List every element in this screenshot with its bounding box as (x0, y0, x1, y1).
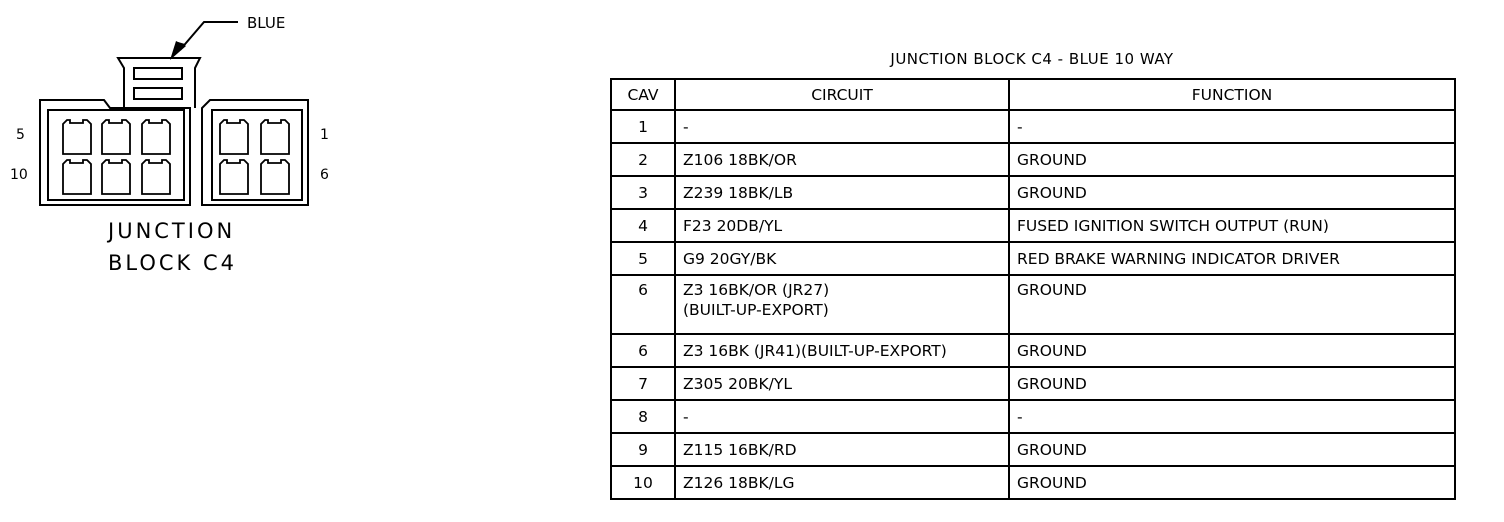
header-function: FUNCTION (1009, 79, 1455, 110)
connector-cavities (63, 120, 289, 194)
circuit-cell-line1: Z3 16BK/OR (JR27) (683, 281, 830, 299)
pin-label-1: 1 (320, 127, 329, 143)
table-header-row (611, 79, 1455, 110)
circuit-cell: Z115 16BK/RD (675, 433, 1009, 466)
circuit-cell: Z126 18BK/LG (675, 466, 1009, 499)
table-row (611, 433, 1455, 466)
function-cell: GROUND (1009, 367, 1455, 400)
function-cell: - (1009, 110, 1455, 143)
cav-cell: 10 (611, 466, 675, 499)
connector-latch (118, 58, 200, 108)
function-cell: GROUND (1009, 466, 1455, 499)
function-cell: - (1009, 400, 1455, 433)
table-row (611, 275, 1455, 334)
circuit-cell: Z106 18BK/OR (675, 143, 1009, 176)
cav-cell: 8 (611, 400, 675, 433)
cavity (261, 120, 289, 154)
circuit-cell-line2: (BUILT-UP-EXPORT) (683, 301, 829, 319)
connector-face-diagram (0, 0, 360, 300)
pinout-table (610, 78, 1456, 500)
pin-label-5: 5 (16, 127, 25, 143)
circuit-cell (675, 275, 1009, 334)
circuit-cell: Z239 18BK/LB (675, 176, 1009, 209)
function-cell: GROUND (1009, 275, 1455, 334)
function-cell: GROUND (1009, 334, 1455, 367)
table-row (611, 400, 1455, 433)
cavity (63, 160, 91, 194)
cavity (261, 160, 289, 194)
circuit-cell: F23 20DB/YL (675, 209, 1009, 242)
cavity (102, 160, 130, 194)
table-body (611, 110, 1455, 499)
cavity (220, 160, 248, 194)
cav-cell: 9 (611, 433, 675, 466)
table-title: JUNCTION BLOCK C4 - BLUE 10 WAY (890, 50, 1174, 68)
function-cell: FUSED IGNITION SWITCH OUTPUT (RUN) (1009, 209, 1455, 242)
connector-name-line1: JUNCTION (108, 219, 236, 243)
color-callout-label: BLUE (247, 14, 286, 32)
table-row (611, 110, 1455, 143)
cavity (142, 120, 170, 154)
connector-name-line2: BLOCK C4 (108, 251, 238, 275)
connector-body-right (202, 100, 308, 205)
table-row (611, 209, 1455, 242)
cavity (102, 120, 130, 154)
header-circuit: CIRCUIT (675, 79, 1009, 110)
table-row (611, 242, 1455, 275)
cav-cell: 6 (611, 334, 675, 367)
pin-label-6: 6 (320, 167, 329, 183)
table-row (611, 466, 1455, 499)
cav-cell: 4 (611, 209, 675, 242)
table-row (611, 367, 1455, 400)
cav-cell: 6 (611, 275, 675, 334)
circuit-cell: - (675, 110, 1009, 143)
cav-cell: 5 (611, 242, 675, 275)
table-row (611, 334, 1455, 367)
function-cell: GROUND (1009, 176, 1455, 209)
circuit-cell: Z3 16BK (JR41)(BUILT-UP-EXPORT) (675, 334, 1009, 367)
color-callout-arrow (170, 22, 238, 60)
cav-cell: 2 (611, 143, 675, 176)
function-cell: GROUND (1009, 433, 1455, 466)
cavity (142, 160, 170, 194)
pin-label-10: 10 (10, 167, 28, 183)
circuit-cell: G9 20GY/BK (675, 242, 1009, 275)
function-cell: RED BRAKE WARNING INDICATOR DRIVER (1009, 242, 1455, 275)
table-row (611, 176, 1455, 209)
function-cell: GROUND (1009, 143, 1455, 176)
cav-cell: 3 (611, 176, 675, 209)
cav-cell: 1 (611, 110, 675, 143)
header-cav: CAV (611, 79, 675, 110)
circuit-cell: - (675, 400, 1009, 433)
cav-cell: 7 (611, 367, 675, 400)
cavity (63, 120, 91, 154)
table-row (611, 143, 1455, 176)
circuit-cell: Z305 20BK/YL (675, 367, 1009, 400)
cavity (220, 120, 248, 154)
